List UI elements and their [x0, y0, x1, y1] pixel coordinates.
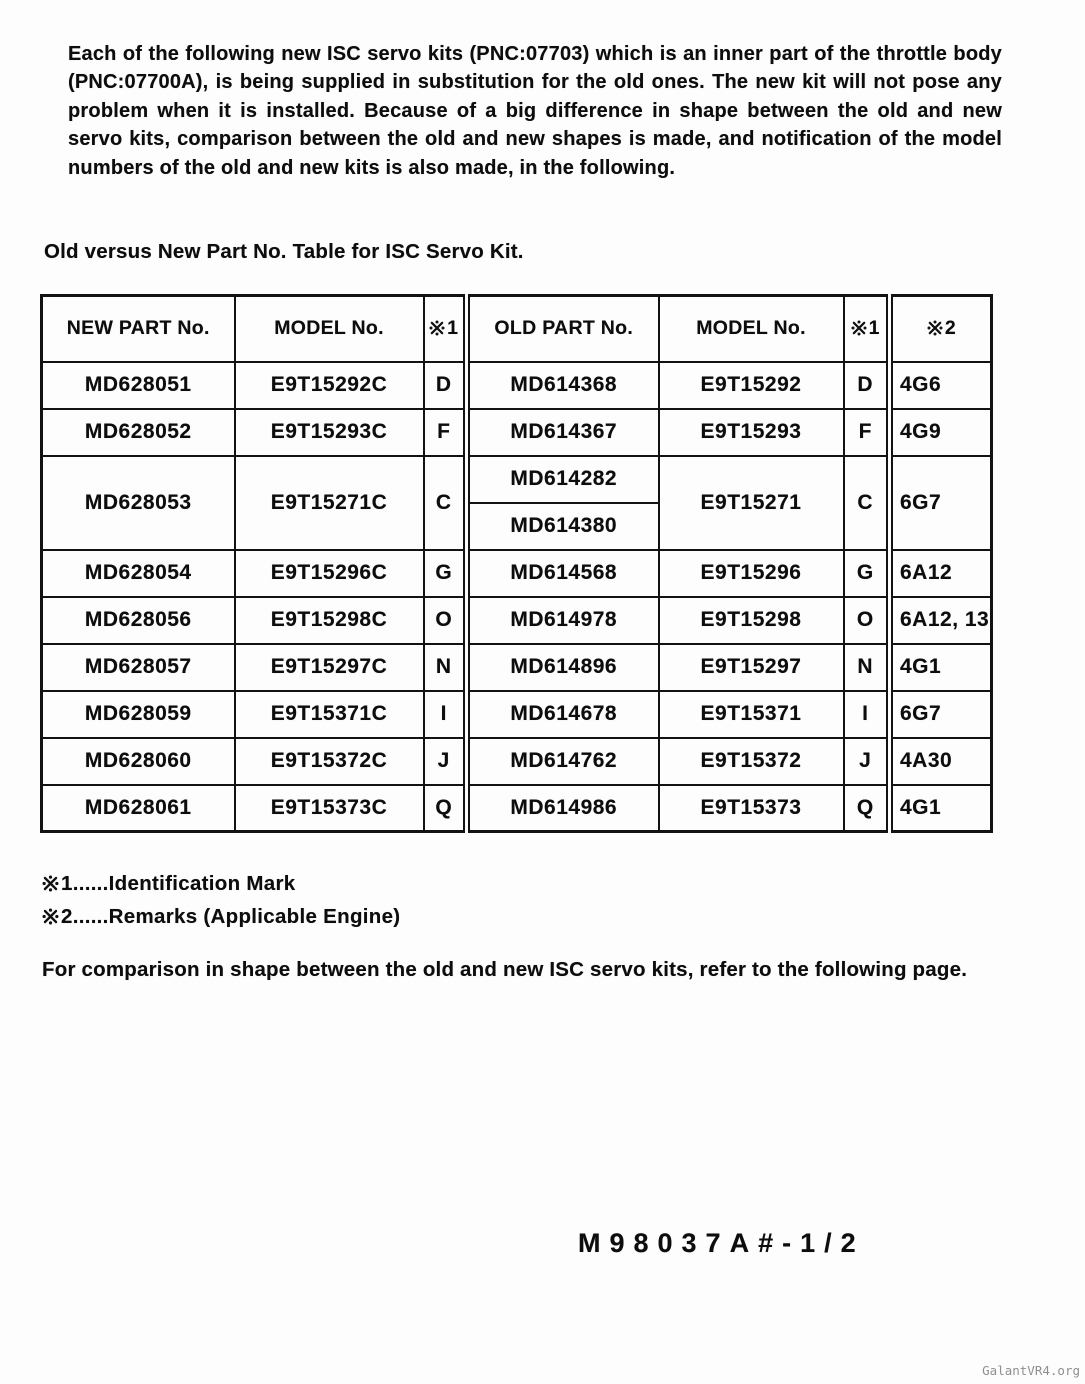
- cell-old-model: E9T15298: [659, 597, 844, 644]
- header-new-part: NEW PART No.: [42, 296, 235, 362]
- table-row: [42, 691, 992, 738]
- cell-old-mark: I: [844, 691, 890, 738]
- cell-old-part: MD614568: [467, 550, 659, 597]
- cell-old-part: MD614282: [467, 456, 659, 503]
- cell-new-mark: J: [424, 738, 467, 785]
- cell-new-part: MD628054: [42, 550, 235, 597]
- cell-new-part: MD628052: [42, 409, 235, 456]
- header-remarks: [890, 296, 992, 362]
- cell-remarks: 4G1: [890, 644, 992, 691]
- header-old-mark: [844, 296, 890, 362]
- cell-new-part: MD628061: [42, 785, 235, 832]
- cell-new-model: E9T15271C: [235, 456, 424, 550]
- footnote-identification-mark: [42, 872, 400, 896]
- cell-old-model: E9T15292: [659, 362, 844, 409]
- cell-new-part: MD628057: [42, 644, 235, 691]
- cell-old-mark: J: [844, 738, 890, 785]
- table-title: Old versus New Part No. Table for ISC Servo Kit.: [44, 240, 524, 263]
- cell-remarks: 4G1: [890, 785, 992, 832]
- cell-old-model: E9T15297: [659, 644, 844, 691]
- cell-old-model: E9T15271: [659, 456, 844, 550]
- cell-old-mark: O: [844, 597, 890, 644]
- cell-old-part: MD614762: [467, 738, 659, 785]
- reference-mark-icon: [42, 872, 59, 896]
- header-mark-number: 1: [868, 317, 880, 340]
- cell-new-mark: F: [424, 409, 467, 456]
- reference-mark-icon: [429, 317, 445, 340]
- watermark: GalantVR4.org: [982, 1363, 1080, 1378]
- intro-paragraph: Each of the following new ISC servo kits (PNC:07703) which is an inner part of the throttle body (PNC:07700A), is being supplied in substitution for the old ones. The new kit will not pose any problem when it is installed. Because of a big difference in shape between the old and new servo kits, comparison between the old and new shapes is made, and notification of the model numbers of the old and new kits is also made, in the following.: [68, 43, 1002, 179]
- cell-old-mark: Q: [844, 785, 890, 832]
- cell-old-mark: D: [844, 362, 890, 409]
- table-body: [42, 362, 992, 832]
- cell-old-model: E9T15296: [659, 550, 844, 597]
- footnote-remarks: [42, 905, 400, 929]
- cell-new-model: E9T15371C: [235, 691, 424, 738]
- header-mark-number: 1: [447, 317, 459, 340]
- cell-new-mark: D: [424, 362, 467, 409]
- reference-mark-icon: [927, 317, 943, 340]
- table-row: [42, 597, 992, 644]
- reference-mark-icon: [851, 317, 867, 340]
- cell-new-part: MD628051: [42, 362, 235, 409]
- closing-paragraph: For comparison in shape between the old and new ISC servo kits, refer to the following page.: [42, 958, 968, 981]
- footnotes: [42, 872, 400, 938]
- cell-new-model: E9T15297C: [235, 644, 424, 691]
- header-old-model: MODEL No.: [659, 296, 844, 362]
- cell-new-model: E9T15372C: [235, 738, 424, 785]
- header-mark-number: 2: [944, 317, 957, 340]
- cell-remarks: 4G6: [890, 362, 992, 409]
- table-row: [42, 409, 992, 456]
- reference-mark-icon: [42, 905, 59, 929]
- cell-old-model: E9T15371: [659, 691, 844, 738]
- cell-remarks: 6A12: [890, 550, 992, 597]
- cell-new-mark: I: [424, 691, 467, 738]
- cell-remarks: 6A12, 13: [890, 597, 992, 644]
- cell-old-mark: N: [844, 644, 890, 691]
- cell-new-mark: Q: [424, 785, 467, 832]
- footnote-text: 1......Identification Mark: [61, 872, 296, 895]
- cell-old-part: MD614380: [467, 503, 659, 550]
- cell-new-part: MD628059: [42, 691, 235, 738]
- cell-new-part: MD628056: [42, 597, 235, 644]
- cell-new-mark: C: [424, 456, 467, 550]
- cell-old-model: E9T15373: [659, 785, 844, 832]
- header-new-mark: [424, 296, 467, 362]
- cell-remarks: 4A30: [890, 738, 992, 785]
- cell-new-mark: O: [424, 597, 467, 644]
- cell-new-model: E9T15292C: [235, 362, 424, 409]
- cell-old-part: MD614896: [467, 644, 659, 691]
- cell-new-part: MD628060: [42, 738, 235, 785]
- document-number: M98037A#-1/2: [578, 1228, 865, 1258]
- cell-old-part: MD614986: [467, 785, 659, 832]
- table-row: [42, 785, 992, 832]
- table-row: [42, 362, 992, 409]
- cell-new-model: E9T15296C: [235, 550, 424, 597]
- cell-new-mark: G: [424, 550, 467, 597]
- cell-old-mark: C: [844, 456, 890, 550]
- cell-remarks: 4G9: [890, 409, 992, 456]
- table-row: [42, 456, 992, 503]
- cell-new-part: MD628053: [42, 456, 235, 550]
- cell-remarks: 6G7: [890, 691, 992, 738]
- cell-remarks: 6G7: [890, 456, 992, 550]
- cell-old-part: MD614368: [467, 362, 659, 409]
- table-row: [42, 644, 992, 691]
- cell-new-mark: N: [424, 644, 467, 691]
- cell-old-model: E9T15293: [659, 409, 844, 456]
- header-new-model: MODEL No.: [235, 296, 424, 362]
- cell-old-part: MD614367: [467, 409, 659, 456]
- table-header-row: [42, 296, 992, 362]
- cell-new-model: E9T15373C: [235, 785, 424, 832]
- cell-old-mark: F: [844, 409, 890, 456]
- header-old-part: OLD PART No.: [467, 296, 659, 362]
- footnote-text: 2......Remarks (Applicable Engine): [61, 905, 401, 928]
- cell-old-part: MD614678: [467, 691, 659, 738]
- table-row: [42, 550, 992, 597]
- cell-new-model: E9T15298C: [235, 597, 424, 644]
- cell-new-model: E9T15293C: [235, 409, 424, 456]
- cell-old-model: E9T15372: [659, 738, 844, 785]
- part-number-table: [40, 294, 993, 833]
- cell-old-part: MD614978: [467, 597, 659, 644]
- cell-old-mark: G: [844, 550, 890, 597]
- table-row: [42, 738, 992, 785]
